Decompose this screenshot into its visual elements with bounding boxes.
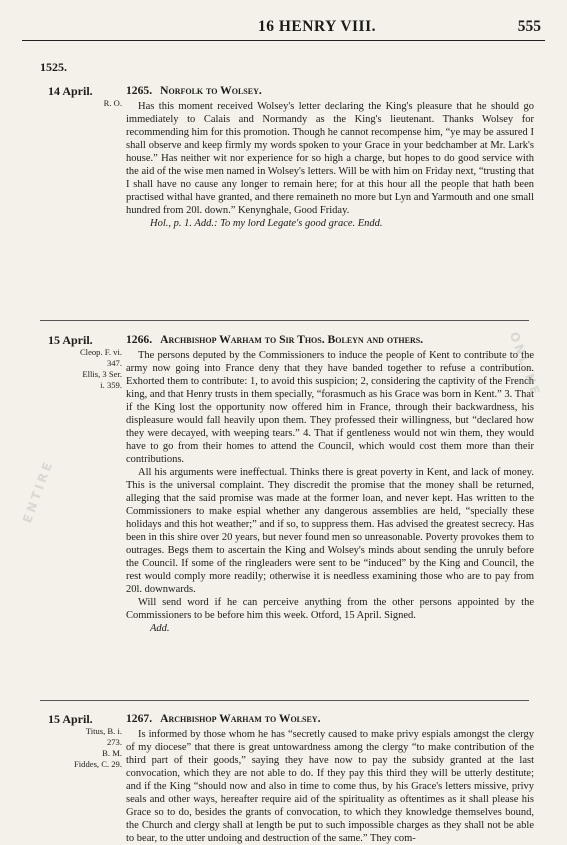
reference-line: Ellis, 3 Ser. [82,369,122,379]
entry-number: 1267. [126,712,153,725]
entry-heading [126,333,423,346]
reference-line: 273. [106,737,122,747]
reference-line: Cleop. F. vi. [79,347,122,357]
entry-endorsement: Add. [150,623,170,634]
entry-references [60,98,122,109]
entry-paragraph: Is informed by those whom he has “secretly caused to make privy espials amongst the clergy of my diocese” that there is great untowardness among the clergy “to make contribution of the third part of their goods,” saying they have now to pay the subsidy granted at the last convocation, which they are not able to do. If they pay this third they will be utterly destitute; and if the King “should now and also in time to come thus, by his Grace's letters missive, privy seals and other ways, hereafter require aid of the spirituality as oftentimes as it shall please his Grace so to do, besides the grants of convocation, to which they knowledge themselves bound, the Church and clergy shall at length be put to such impossible charges as they shall not be able to bear, to the utter undoing and destruction of the same.” They com- [126,729,534,844]
reference-line: Titus, B. i. [85,726,122,736]
entry-title: Archbishop Warham to Sir Thos. Boleyn and others. [160,333,424,346]
entry-number: 1266. [126,333,153,346]
reference-line: R. O. [103,98,122,108]
entry-paragraph: The persons deputed by the Commissioners to induce the people of Kent to contribute to the army now going into France deny that they have banded together to refuse a contribution. Exhorted them to contribute: 1, to avoid this suspicion; 2, considering the captivity of the French king, and that Henry trusts in them specially, “forasmuch as his Grace was born in Kent.” 3. That if the King lost the opportunity now offered him in France, through their backwardness, his displeasure would fall heavily upon them. They professed their willingness, but “declared how they were decayed, with weeping tears.” 4. That if gentleness would not win them, they would have to go from their homes to attend the Council, which would cost them more than their contributions. [126,350,534,465]
reference-line: 347. [106,358,122,368]
entry-separator [40,700,529,701]
entry-references [60,347,122,391]
entry-paragraph: All his arguments were ineffectual. Thinks there is great poverty in Kent, and lack of money. This is the universal complaint. They discredit the promise that the money shall be returned, alleging that the said promise was made at the former loan, and never kept. Has written to the Commissioners to make espial whether any dangerous assemblies are held, “specially these holidays and this hot weather;” and if so, to suppress them. Has advised the greatest secrecy. Has been in this shire over 20 years, but never found men so unreasonable. Poverty provokes them to outrages. Begs them to ascertain the King and Wolsey's minds about sending the unruly before the Council. If some of the ringleaders were sent to be “induced” by the King and Council, the rest would comply more readily; otherwise it is needless examining those who are to pay from 20l. downwards. [126,467,534,595]
reference-line: i. 359. [100,380,122,390]
reference-line: Fiddes, C. 29. [74,759,122,769]
entry-body [126,349,534,635]
page-number: 555 [517,18,541,35]
header-rule [22,40,545,41]
entry-body [126,728,534,844]
entry-paragraph: Will send word if he can perceive anything from the other persons appointed by the Commissioners to be before him this week. Otford, 15 April. Signed. [126,597,534,621]
entry-title: Archbishop Warham to Wolsey. [160,712,321,725]
entry-title: Norfolk to Wolsey. [160,84,262,97]
entry-endorsement: Hol., p. 1. Add.: To my lord Legate's good grace. Endd. [150,218,383,229]
entry-separator [40,320,529,321]
running-title: 16 HENRY VIII. [258,18,376,35]
entry-number: 1265. [126,84,153,97]
watermark-left: ENTIRE [20,457,56,525]
entry-date: 14 April. [48,84,93,98]
entry-heading [126,712,320,725]
watermark-right: ONLINE [506,330,544,400]
entry-body [126,100,534,230]
entry-heading [126,84,262,97]
entry-paragraph: Has this moment received Wolsey's letter declaring the King's pleasure that he should go immediately to Calais and Normandy as the King's lieutenant. Thanks Wolsey for recommending him for this promotion. Though he cannot recompense him, “ye may be assured I shall observe and keep firmly my words spoken to your Grace in your bedchamber at Mr. Lark's house.” Has neither wit nor experience for so high a charge, but hopes to do good service with the aid of the wise men named in Wolsey's letters. Will be with him on Friday next, “trusting that I shall have no cause any longer to remain here; for at this hour all the people that hath been practised withal have granted, and there remaineth no more but Lyn and Yarmouth and one small hundred from 20l. down.” Kenynghale, Good Friday. [126,101,534,216]
reference-line: B. M. [102,748,122,758]
entry-date: 15 April. [48,333,93,347]
running-header [0,16,567,40]
entry-references [60,726,122,770]
entry-date: 15 April. [48,712,93,726]
year-label: 1525. [40,60,67,74]
